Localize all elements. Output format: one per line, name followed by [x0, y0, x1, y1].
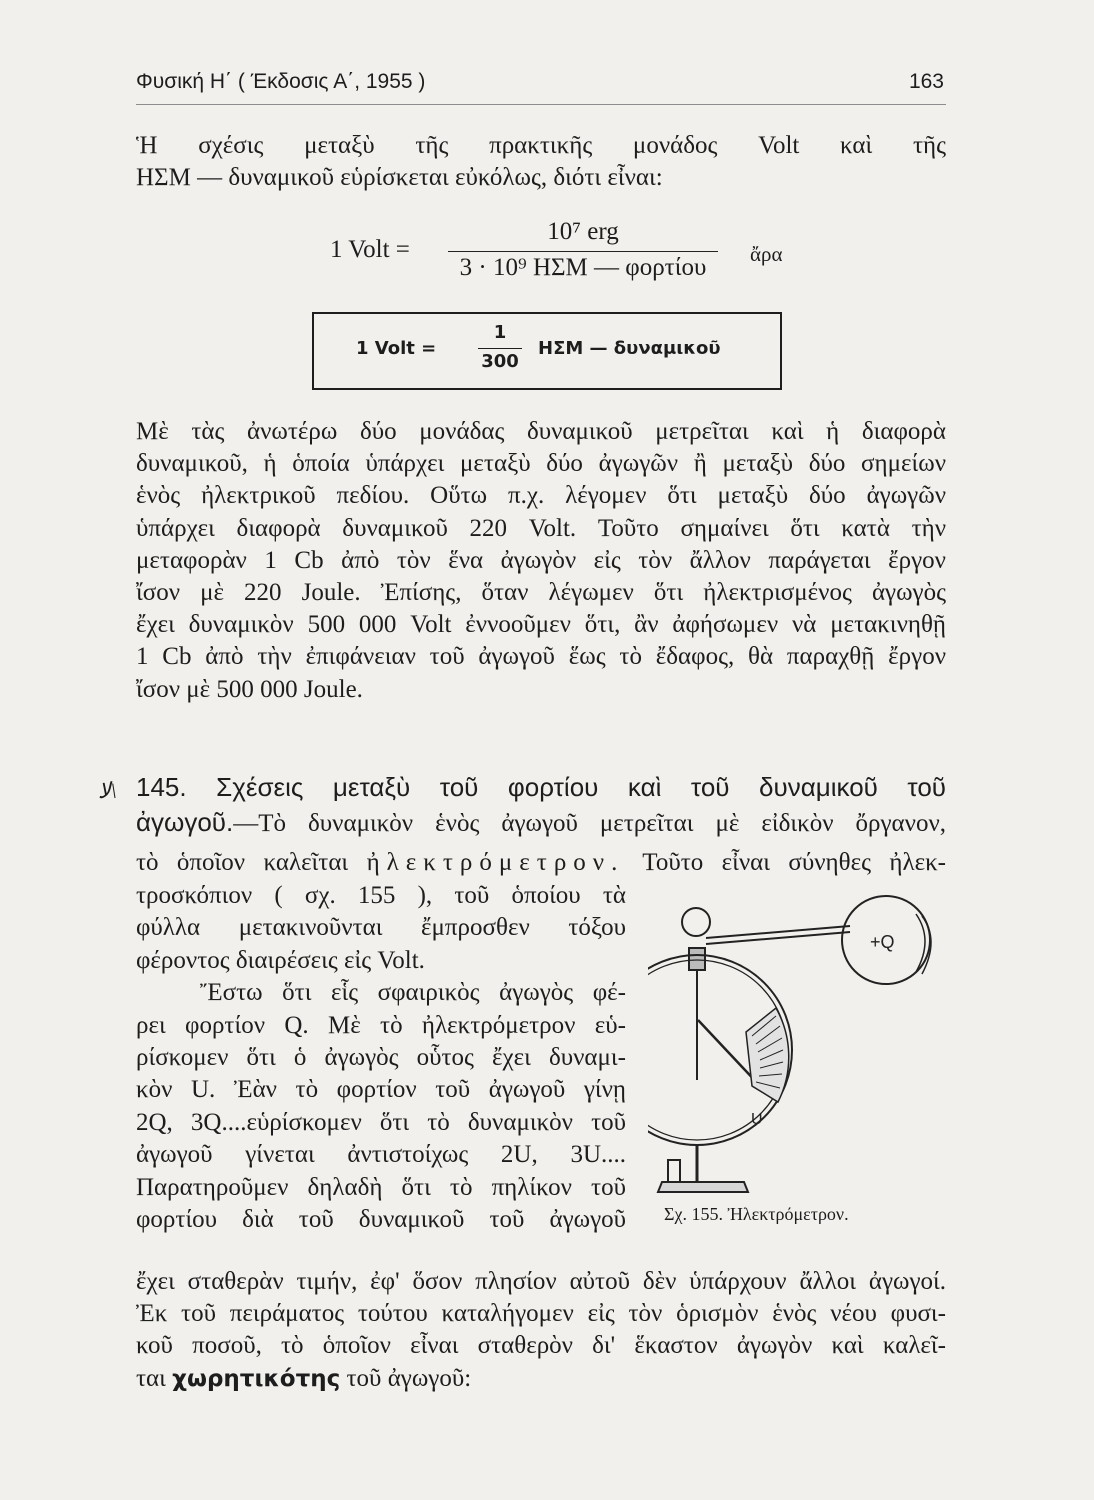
electrometer-figure: [648, 890, 948, 1210]
boxed-denominator: 300: [481, 351, 519, 372]
text-line: Ἡ σχέσις μεταξὺ τῆς πρακτικῆς μονάδος Volt καὶ τῆς: [136, 132, 946, 159]
capacitance-term: χωρητικότης: [172, 1365, 341, 1392]
text-line: ἔχει σταθερὰν τιμήν, ἐφ' ὅσον πλησίον αὐτοῦ δὲν ὑπάρχουν ἄλλοι ἀγωγοί.: [136, 1268, 946, 1295]
formula-lhs: 1 Volt =: [330, 236, 410, 263]
text-line: ὑπάρχει διαφορὰ δυναμικοῦ 220 Volt. Τοῦτο σημαίνει ὅτι κατὰ τὴν: [136, 514, 946, 542]
text-line: κὸν U. Ἐὰν τὸ φορτίον τοῦ ἀγωγοῦ γίνῃ: [136, 1076, 626, 1104]
closing-paragraph: [136, 1266, 946, 1395]
boxed-formula: [312, 312, 782, 390]
text-line: φύλλα μετακινοῦνται ἔμπροσθεν τόξου: [136, 914, 626, 942]
scale-arc: [746, 1008, 789, 1102]
fraction-bar: [478, 348, 522, 349]
text-line: Ἐκ τοῦ πειράματος τούτου καταλήγομεν εἰς τὸν ὁρισμὸν ἑνὸς νέου φυσι-: [136, 1300, 946, 1328]
label-plus-q: +Q: [870, 932, 895, 952]
text-line: Παρατηροῦμεν δηλαδὴ ὅτι τὸ πηλίκον τοῦ: [136, 1173, 626, 1201]
section-intro-line: [136, 806, 946, 840]
text-line: φορτίου διὰ τοῦ δυναμικοῦ τοῦ ἀγωγοῦ: [136, 1206, 626, 1234]
margin-annotation: ﻻ\: [98, 778, 117, 803]
electrometer-term-line: [136, 847, 946, 879]
text-line: φέροντος διαιρέσεις εἰς Volt.: [136, 946, 425, 974]
running-head: [136, 64, 946, 105]
ground-terminal: [668, 1160, 680, 1182]
text-line: 1 Cb ἀπὸ τὴν ἐπιφάνειαν τοῦ ἀγωγοῦ ἕως τὸ ἔδαφος, θὰ παραχθῇ ἔργον: [136, 643, 946, 671]
text-span: Τοῦτο εἶναι σύνηθες ἠλεκ-: [642, 849, 946, 876]
stand-base: [658, 1182, 748, 1192]
text-line: δυναμικοῦ, ἡ ὁποία ὑπάρχει μεταξὺ δύο ἀγωγῶν ἢ μεταξὺ δύο σημείων: [136, 450, 946, 478]
spaced-term: ἠλεκτρόμετρον.: [366, 849, 625, 876]
text-line: ΗΣΜ — δυναμικοῦ εὑρίσκεται εὐκόλως, διότι εἶναι:: [136, 164, 663, 192]
text-line: ἑνὸς ἠλεκτρικοῦ πεδίου. Οὕτω π.χ. λέγομεν ὅτι μεταξὺ δύο ἀγωγῶν: [136, 482, 946, 510]
boxed-rhs: ΗΣΜ — δυναμικοῦ: [538, 338, 721, 359]
text-line: ἀγωγοῦ γίνεται ἀντιστοίχως 2U, 3U....: [136, 1141, 626, 1169]
text-line: Ἔστω ὅτι εἷς σφαιρικὸς ἀγωγὸς φέ-: [200, 979, 626, 1007]
text-span: τοῦ ἀγωγοῦ:: [346, 1364, 472, 1392]
section-heading-cont: ἀγωγοῦ.: [136, 807, 234, 837]
text-span: ται: [136, 1364, 166, 1392]
boxed-lhs: 1 Volt =: [356, 338, 437, 359]
narrow-paragraph: [136, 880, 626, 1236]
intro-paragraph: [136, 130, 946, 194]
text-line: ἴσον μὲ 220 Joule. Ἐπίσης, ὅταν λέγωμεν ὅτι ἠλεκτρισμένος ἀγωγὸς: [136, 579, 946, 607]
text-span: —Τὸ δυναμικὸν ἑνὸς ἀγωγοῦ μετρεῖται μὲ εἰδικὸν ὄργανον,: [233, 810, 946, 837]
section-heading: 145. Σχέσεις μεταξὺ τοῦ φορτίου καὶ τοῦ δυναμικοῦ τοῦ: [136, 772, 946, 802]
text-line: μεταφορὰν 1 Cb ἀπὸ τὸν ἕνα ἀγωγὸν εἰς τὸν ἄλλον παράγεται ἔργον: [136, 546, 946, 574]
page-number: 163: [908, 70, 944, 93]
figure-caption: Σχ. 155. Ἠλεκτρόμετρον.: [664, 1204, 849, 1224]
text-span: τὸ ὁποῖον καλεῖται: [136, 849, 349, 876]
label-u: U: [751, 1111, 763, 1128]
insulator-block: [689, 948, 705, 970]
text-line: ρει φορτίον Q. Μὲ τὸ ἠλεκτρόμετρον εὑ-: [136, 1011, 626, 1039]
text-line: Μὲ τὰς ἀνωτέρω δύο μονάδας δυναμικοῦ μετρεῖται καὶ ἡ διαφορὰ: [136, 418, 946, 445]
text-line: κοῦ ποσοῦ, τὸ ὁποῖον εἶναι σταθερὸν δι' ἕκαστον ἀγωγὸν καὶ καλεῖ-: [136, 1332, 946, 1360]
text-line: ρίσκομεν ὅτι ὁ ἀγωγὸς οὗτος ἔχει δυναμι-: [136, 1044, 626, 1072]
text-line: ἴσον μὲ 500 000 Joule.: [136, 675, 363, 703]
paragraph-potential-units: [136, 416, 946, 706]
text-line: ἔχει δυναμικὸν 500 000 Volt ἐννοοῦμεν ὅτι, ἂν ἀφήσωμεν νὰ μετακινηθῇ: [136, 611, 946, 639]
text-line: τροσκόπιον ( σχ. 155 ), τοῦ ὁποίου τὰ: [136, 882, 626, 909]
formula-denominator: 3 · 10⁹ ΗΣΜ — φορτίου: [459, 254, 707, 281]
volt-erg-formula: [330, 218, 830, 288]
formula-numerator: 10⁷ erg: [547, 218, 619, 245]
connecting-rod: [706, 926, 850, 938]
text-line: 2Q, 3Q....εὑρίσκομεν ὅτι τὸ δυναμικὸν τοῦ: [136, 1108, 626, 1136]
fraction-bar: [448, 251, 718, 252]
formula-suffix: ἄρα: [750, 242, 783, 266]
electrometer-knob: [682, 908, 710, 936]
boxed-numerator: 1: [493, 322, 507, 343]
text-line: [136, 1363, 946, 1395]
book-title: Φυσική Η΄ ( Έκδοσις Α΄, 1955 ): [136, 70, 426, 93]
